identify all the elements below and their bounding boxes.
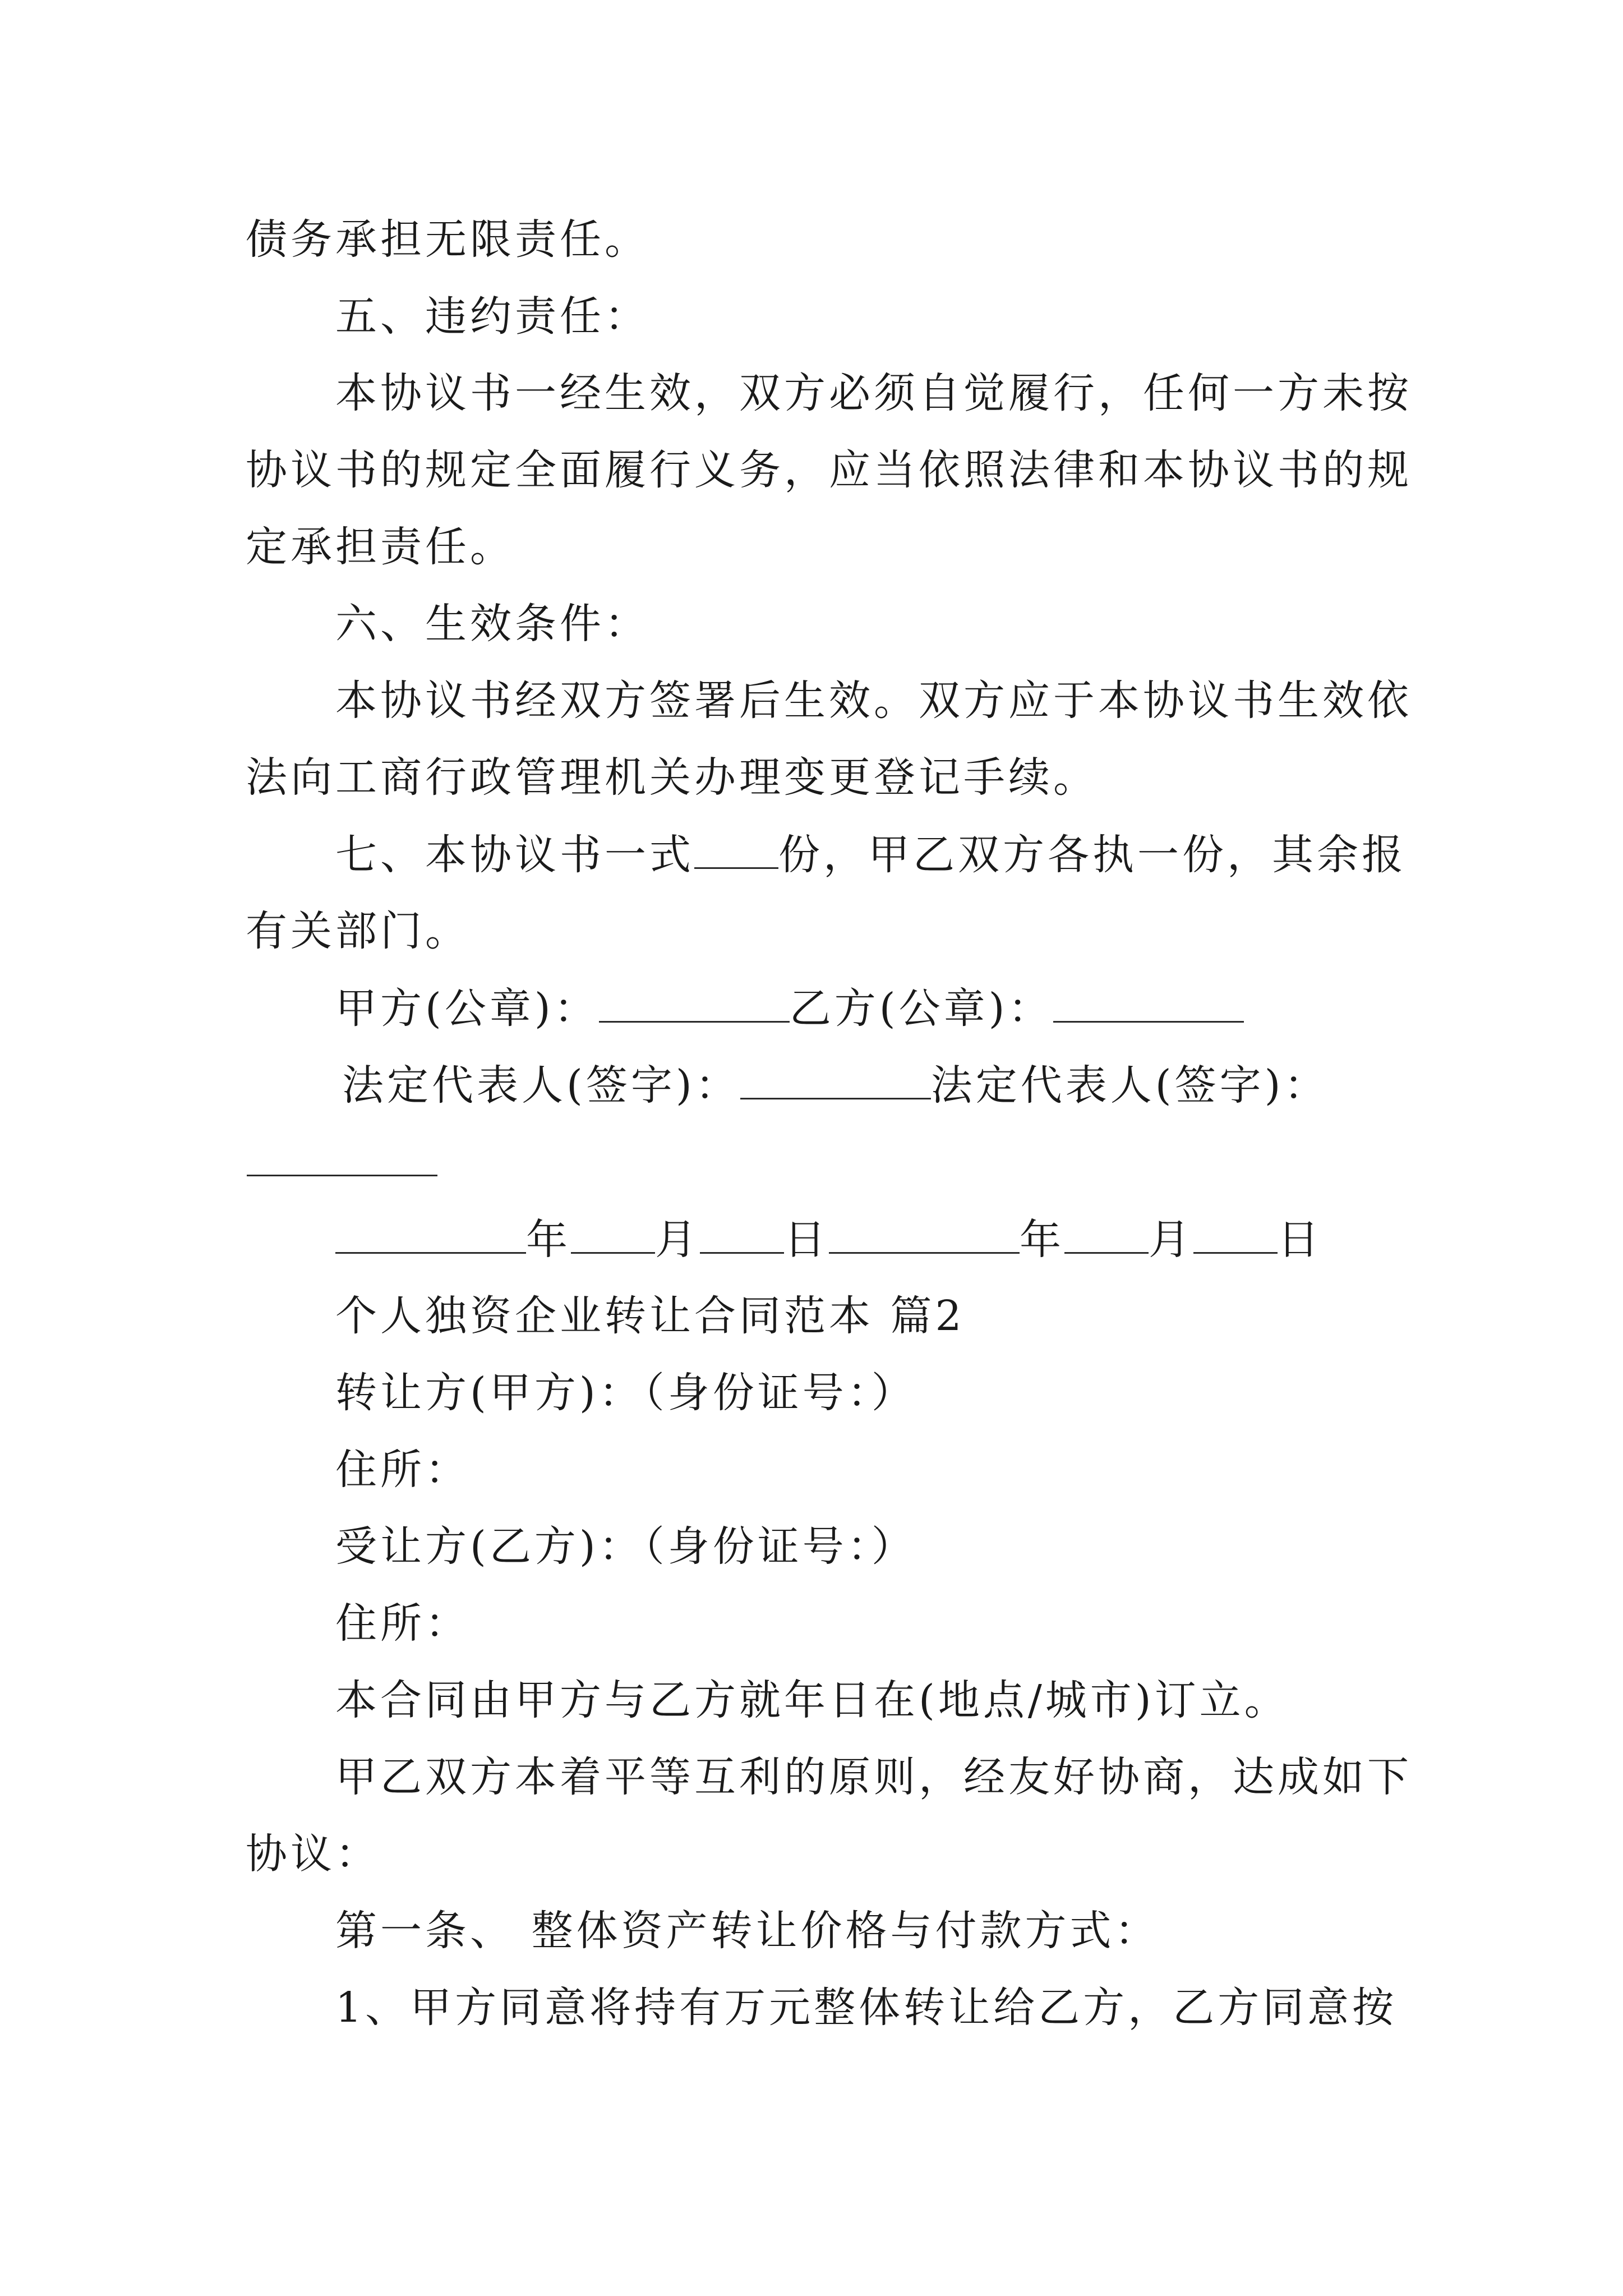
date-b-year-blank <box>829 1218 1020 1254</box>
party-b-seal-label: 乙方(公章)： <box>789 984 1053 1033</box>
text-line-4: 协议书的规定全面履行义务，应当依照法律和本协议书的规 <box>246 446 1412 494</box>
text-line-5: 定承担责任。 <box>246 523 515 571</box>
article-1-clause-1: 1、甲方同意将持有万元整体转让给乙方，乙方同意按 <box>335 1984 1398 2032</box>
copies-prefix: 七、本协议书一式 <box>335 831 694 879</box>
date-b-day-label: 日 <box>1278 1216 1322 1264</box>
section-title-part2: 个人独资企业转让合同范本 篇2 <box>335 1292 965 1340</box>
date-a-day-blank <box>700 1218 784 1254</box>
transferee-address-line: 住所： <box>335 1599 470 1648</box>
text-line-agreement: 协议： <box>246 1830 380 1878</box>
section-heading-effect: 六、生效条件： <box>335 600 649 648</box>
date-a-month-blank <box>571 1218 655 1254</box>
transferee-line: 受让方(乙方)：（身份证号：） <box>335 1522 916 1571</box>
date-b-year-label: 年 <box>1020 1216 1064 1264</box>
text-line-contract-place: 本合同由甲方与乙方就年日在(地点/城市)订立。 <box>335 1676 1289 1724</box>
party-b-rep-label: 法定代表人(签字)： <box>930 1061 1329 1110</box>
section-heading-breach: 五、违约责任： <box>335 292 649 341</box>
text-line-principle: 甲乙双方本着平等互利的原则，经友好协商，达成如下 <box>335 1753 1412 1801</box>
copies-line <box>335 831 1407 879</box>
party-b-rep-blank <box>247 1175 437 1176</box>
party-a-rep-blank <box>740 1064 931 1099</box>
date-line <box>335 1216 1322 1264</box>
date-a-month-label: 月 <box>655 1216 700 1264</box>
date-a-day-label: 日 <box>784 1216 829 1264</box>
text-line-10: 有关部门。 <box>246 907 470 955</box>
party-a-rep-label: 法定代表人(签字)： <box>342 1061 740 1110</box>
text-line-7: 本协议书经双方签署后生效。双方应于本协议书生效依 <box>335 677 1412 725</box>
date-b-month-blank <box>1064 1218 1149 1254</box>
copies-suffix: 份，甲乙双方各执一份，其余报 <box>778 831 1407 879</box>
date-a-year-label: 年 <box>526 1216 571 1264</box>
party-b-seal-blank <box>1053 987 1244 1023</box>
seal-line <box>335 984 1244 1033</box>
party-a-seal-blank <box>599 987 790 1023</box>
party-a-seal-label: 甲方(公章)： <box>335 984 599 1033</box>
transferor-line: 转让方(甲方)：（身份证号：） <box>335 1369 916 1417</box>
date-b-day-blank <box>1193 1218 1278 1254</box>
text-line-3: 本协议书一经生效，双方必须自觉履行，任何一方未按 <box>335 369 1412 417</box>
text-line-1: 债务承担无限责任。 <box>246 215 649 264</box>
article-1-heading: 第一条、 整体资产转让价格与付款方式： <box>335 1907 1160 1955</box>
copies-blank <box>694 834 778 869</box>
date-b-month-label: 月 <box>1149 1216 1193 1264</box>
date-a-year-blank <box>335 1218 526 1254</box>
text-line-8: 法向工商行政管理机关办理变更登记手续。 <box>246 753 1098 802</box>
transferor-address-line: 住所： <box>335 1446 470 1494</box>
rep-line <box>342 1061 1329 1110</box>
